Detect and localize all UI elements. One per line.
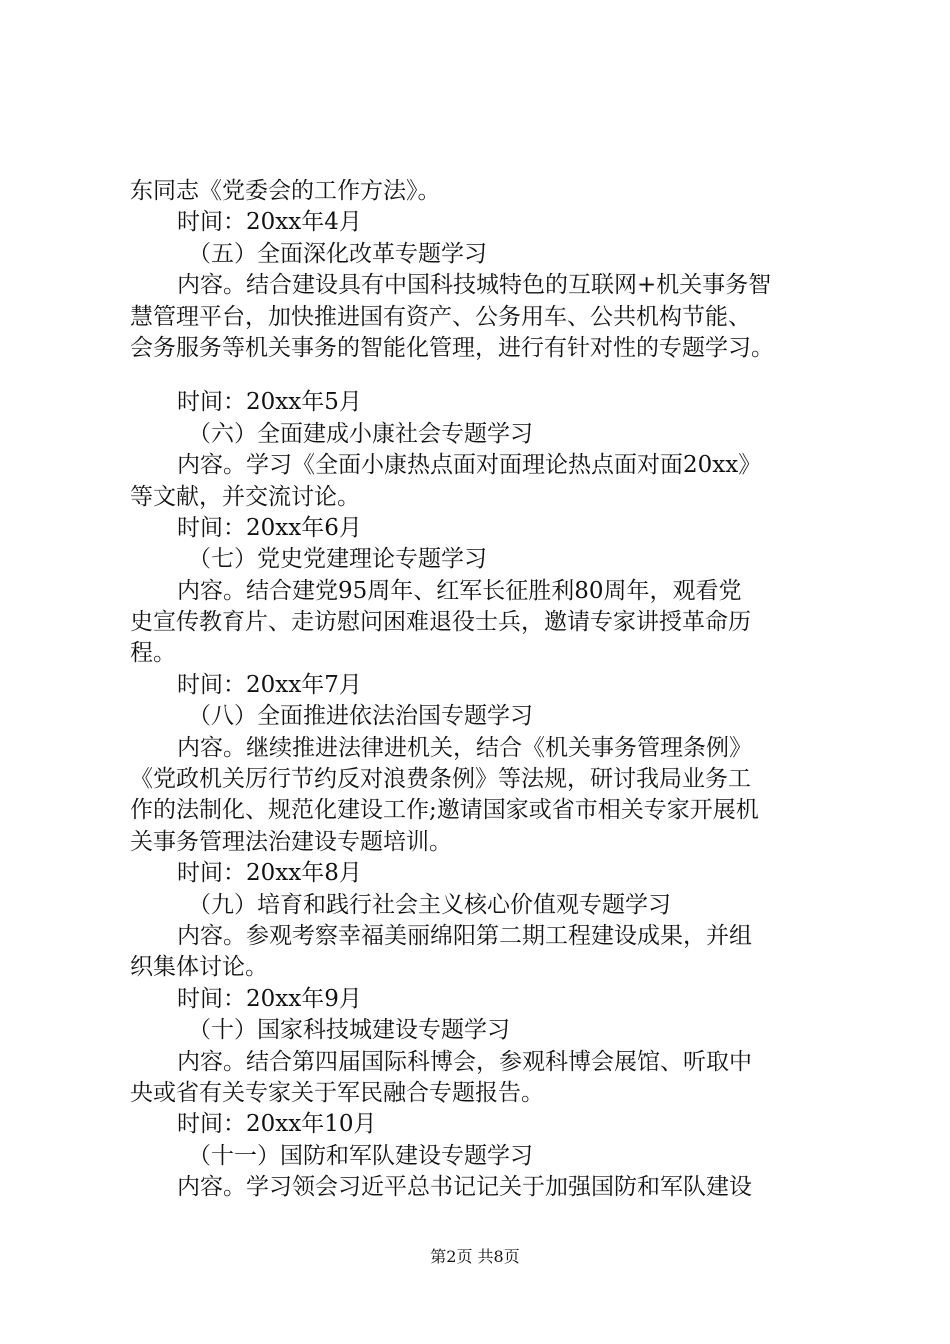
text-line: 时间：20xx年7月 — [177, 671, 362, 698]
text-line: 时间：20xx年5月 — [177, 389, 362, 416]
document-body — [130, 176, 850, 1204]
text-line: 织集体讨论。 — [130, 954, 268, 981]
text-line: 内容。结合建党95周年、红军长征胜利80周年，观看党 — [177, 577, 742, 604]
page-footer: 第2页 共8页 — [430, 1247, 520, 1266]
paragraph-spacer — [130, 364, 850, 387]
text-line: （七）党史党建理论专题学习 — [188, 546, 487, 573]
text-line: （五）全面深化改革专题学习 — [188, 240, 487, 267]
text-line: 内容。参观考察幸福美丽绵阳第二期工程建设成果，并组 — [177, 922, 752, 949]
text-line: 时间：20xx年4月 — [177, 209, 362, 236]
text-line: 等文献，并交流讨论。 — [130, 483, 360, 510]
text-line: （十一）国防和军队建设专题学习 — [188, 1142, 533, 1169]
text-line: 时间：20xx年9月 — [177, 985, 362, 1012]
text-line: 作的法制化、规范化建设工作;邀请国家或省市相关专家开展机 — [130, 797, 759, 824]
text-line: （九）培育和践行社会主义核心价值观专题学习 — [188, 891, 671, 918]
text-line: 内容。结合第四届国际科博会，参观科博会展馆、听取中 — [177, 1048, 752, 1075]
text-line: 东同志《党委会的工作方法》。 — [130, 178, 441, 204]
text-line: 时间：20xx年10月 — [177, 1111, 377, 1138]
text-line: 央或省有关专家关于军民融合专题报告。 — [130, 1079, 544, 1106]
text-line: 会务服务等机关事务的智能化管理，进行有针对性的专题学习。 — [130, 334, 774, 361]
text-line: 慧管理平台，加快推进国有资产、公务用车、公共机构节能、 — [130, 303, 751, 330]
text-line: 史宣传教育片、走访慰问困难退役士兵，邀请专家讲授革命历 — [130, 609, 751, 636]
text-line: 内容。学习《全面小康热点面对面理论热点面对面20xx》 — [177, 452, 762, 479]
text-line: 内容。结合建设具有中国科技城特色的互联网+机关事务智 — [177, 272, 772, 299]
text-line: 关事务管理法治建设专题培训。 — [130, 828, 452, 855]
text-line: （六）全面建成小康社会专题学习 — [188, 420, 533, 447]
text-line: 程。 — [130, 640, 176, 667]
text-line: 时间：20xx年6月 — [177, 514, 362, 541]
text-line: （八）全面推进依法治国专题学习 — [188, 703, 533, 730]
text-line: （十）国家科技城建设专题学习 — [188, 1017, 510, 1044]
text-line: 内容。继续推进法律进机关，结合《机关事务管理条例》 — [177, 734, 752, 761]
text-line: 内容。学习领会习近平总书记记关于加强国防和军队建设 — [177, 1174, 752, 1201]
text-line: 《党政机关厉行节约反对浪费条例》等法规，研讨我局业务工 — [130, 766, 751, 793]
text-line: 时间：20xx年8月 — [177, 860, 362, 887]
